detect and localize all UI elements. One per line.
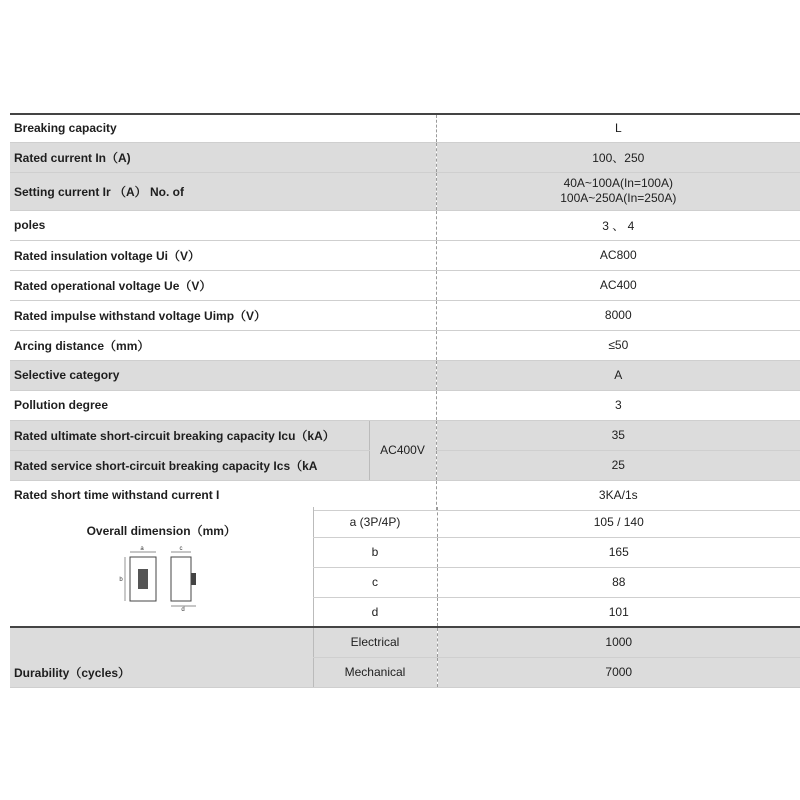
selective-category-value: A [436,360,800,390]
breaking-capacity-label: Breaking capacity [10,114,436,142]
dim-a-label: a (3P/4P) [313,507,437,537]
mechanical-label: Mechanical [313,657,437,687]
setting-current-value [436,172,800,210]
dim-label-c: c [179,546,183,552]
poles-label: poles [10,210,436,240]
row-durability-electrical [10,627,800,657]
row-insulation-voltage [10,240,800,270]
rated-current-value: 100、250 [436,142,800,172]
row-short-time [10,480,800,510]
durability-label: Durability（cycles） [10,627,313,687]
impulse-voltage-value: 8000 [436,300,800,330]
arcing-distance-label: Arcing distance（mm） [10,330,436,360]
dimension-cell [10,507,313,627]
dimension-table [10,507,800,688]
dim-d-label: d [313,597,437,627]
row-arcing-distance [10,330,800,360]
insulation-voltage-value: AC800 [436,240,800,270]
row-impulse-voltage [10,300,800,330]
setting-current-label: Setting current Ir （A） No. of [10,172,436,210]
setting-current-value-line2: 100A~250A(In=250A) [560,191,677,205]
side-view-outline [171,557,191,601]
dim-b-label: b [313,537,437,567]
front-view-handle [138,569,148,589]
row-poles [10,210,800,240]
service-breaking-label: Rated service short-circuit breaking capacity Ics（kA [10,450,369,480]
breaker-dimension-diagram [116,543,206,611]
electrical-value: 1000 [437,627,800,657]
dim-c-label: c [313,567,437,597]
row-pollution-degree [10,390,800,420]
row-setting-current [10,172,800,210]
dim-label-d: d [181,607,185,611]
dim-c-value: 88 [437,567,800,597]
side-view-handle [191,573,196,585]
row-ultimate-breaking [10,420,800,450]
ultimate-breaking-label: Rated ultimate short-circuit breaking capacity Icu（kA） [10,420,369,450]
setting-current-value-line1: 40A~100A(In=100A) [563,176,673,190]
dim-label-b: b [119,577,123,583]
dim-d-value: 101 [437,597,800,627]
rated-current-label: Rated current In（A) [10,142,436,172]
service-breaking-value: 25 [436,450,800,480]
poles-value: 3 、 4 [436,210,800,240]
row-dim-a [10,507,800,537]
row-rated-current [10,142,800,172]
spec-table [10,113,800,511]
dim-b-value: 165 [437,537,800,567]
selective-category-label: Selective category [10,360,436,390]
pollution-degree-value: 3 [436,390,800,420]
operational-voltage-label: Rated operational voltage Ue（V） [10,270,436,300]
row-operational-voltage [10,270,800,300]
arcing-distance-value: ≤50 [436,330,800,360]
dim-a-value: 105 / 140 [437,507,800,537]
ultimate-breaking-value: 35 [436,420,800,450]
ac-voltage-value: AC400V [369,420,436,480]
row-selective-category [10,360,800,390]
operational-voltage-value: AC400 [436,270,800,300]
dim-label-a: a [140,546,144,552]
mechanical-value: 7000 [437,657,800,687]
row-breaking-capacity [10,114,800,142]
breaking-capacity-value: L [436,114,800,142]
dimension-title: Overall dimension（mm） [86,524,236,538]
short-time-label: Rated short time withstand current I [10,480,436,510]
insulation-voltage-label: Rated insulation voltage Ui（V） [10,240,436,270]
short-time-value: 3KA/1s [436,480,800,510]
pollution-degree-label: Pollution degree [10,390,436,420]
impulse-voltage-label: Rated impulse withstand voltage Uimp（V） [10,300,436,330]
electrical-label: Electrical [313,627,437,657]
